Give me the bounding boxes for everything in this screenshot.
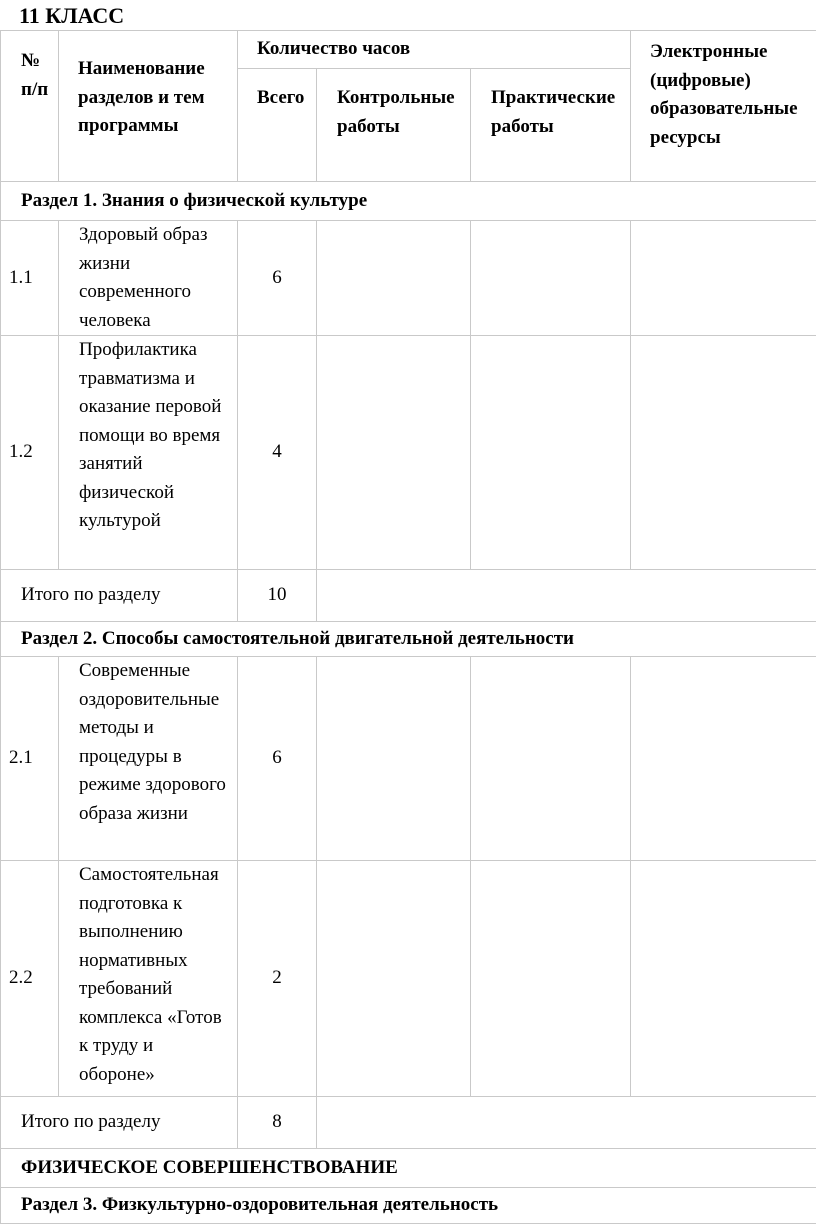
row-num: 2.2 [1, 861, 59, 1097]
row-total: 6 [238, 221, 317, 336]
section-row [1, 622, 816, 657]
row-total: 4 [238, 336, 317, 570]
row-resources [631, 861, 816, 1097]
table-row [1, 221, 816, 336]
subtotal-label: Итого по разделу [1, 570, 238, 622]
table-row [1, 657, 816, 861]
header-practical: Практические работы [471, 69, 631, 182]
table-header-row [1, 31, 816, 69]
row-resources [631, 657, 816, 861]
table-row [1, 861, 816, 1097]
header-control: Контрольные работы [317, 69, 471, 182]
subtotal-empty [317, 1097, 816, 1149]
curriculum-table [0, 30, 816, 1224]
section-title: Раздел 1. Знания о физической культуре [1, 182, 816, 221]
row-num: 1.1 [1, 221, 59, 336]
row-name: Профилактика травматизма и оказание перовой помощи во время занятий физической культурой [59, 336, 238, 570]
header-hours: Количество часов [238, 31, 631, 69]
subtotal-row [1, 1097, 816, 1149]
subtotal-label: Итого по разделу [1, 1097, 238, 1149]
row-practical [471, 336, 631, 570]
subtotal-row [1, 570, 816, 622]
row-control [317, 657, 471, 861]
row-num: 1.2 [1, 336, 59, 570]
block-title: ФИЗИЧЕСКОЕ СОВЕРШЕНСТВОВАНИЕ [1, 1149, 816, 1188]
block-row [1, 1149, 816, 1188]
subtotal-value: 8 [238, 1097, 317, 1149]
subtotal-empty [317, 570, 816, 622]
row-name: Здоровый образ жизни современного человека [59, 221, 238, 336]
header-name: Наименование разделов и тем программы [59, 31, 238, 182]
row-control [317, 861, 471, 1097]
section-row [1, 182, 816, 221]
header-resources: Электронные (цифровые) образовательные ресурсы [631, 31, 816, 182]
page-title: 11 КЛАСС [19, 2, 124, 30]
row-practical [471, 861, 631, 1097]
row-num: 2.1 [1, 657, 59, 861]
table-row [1, 336, 816, 570]
row-name: Современные оздоровительные методы и процедуры в режиме здорового образа жизни [59, 657, 238, 861]
section-title: Раздел 3. Физкультурно-оздоровительная деятельность [1, 1188, 816, 1224]
row-total: 6 [238, 657, 317, 861]
row-resources [631, 336, 816, 570]
header-total: Всего [238, 69, 317, 182]
row-total: 2 [238, 861, 317, 1097]
subtotal-value: 10 [238, 570, 317, 622]
section-row [1, 1188, 816, 1224]
row-practical [471, 657, 631, 861]
row-resources [631, 221, 816, 336]
row-practical [471, 221, 631, 336]
row-control [317, 336, 471, 570]
header-num: № п/п [1, 31, 59, 182]
row-name: Самостоятельная подготовка к выполнению нормативных требований комплекса «Готов к труду и обороне» [59, 861, 238, 1097]
section-title: Раздел 2. Способы самостоятельной двигательной деятельности [1, 622, 816, 657]
row-control [317, 221, 471, 336]
